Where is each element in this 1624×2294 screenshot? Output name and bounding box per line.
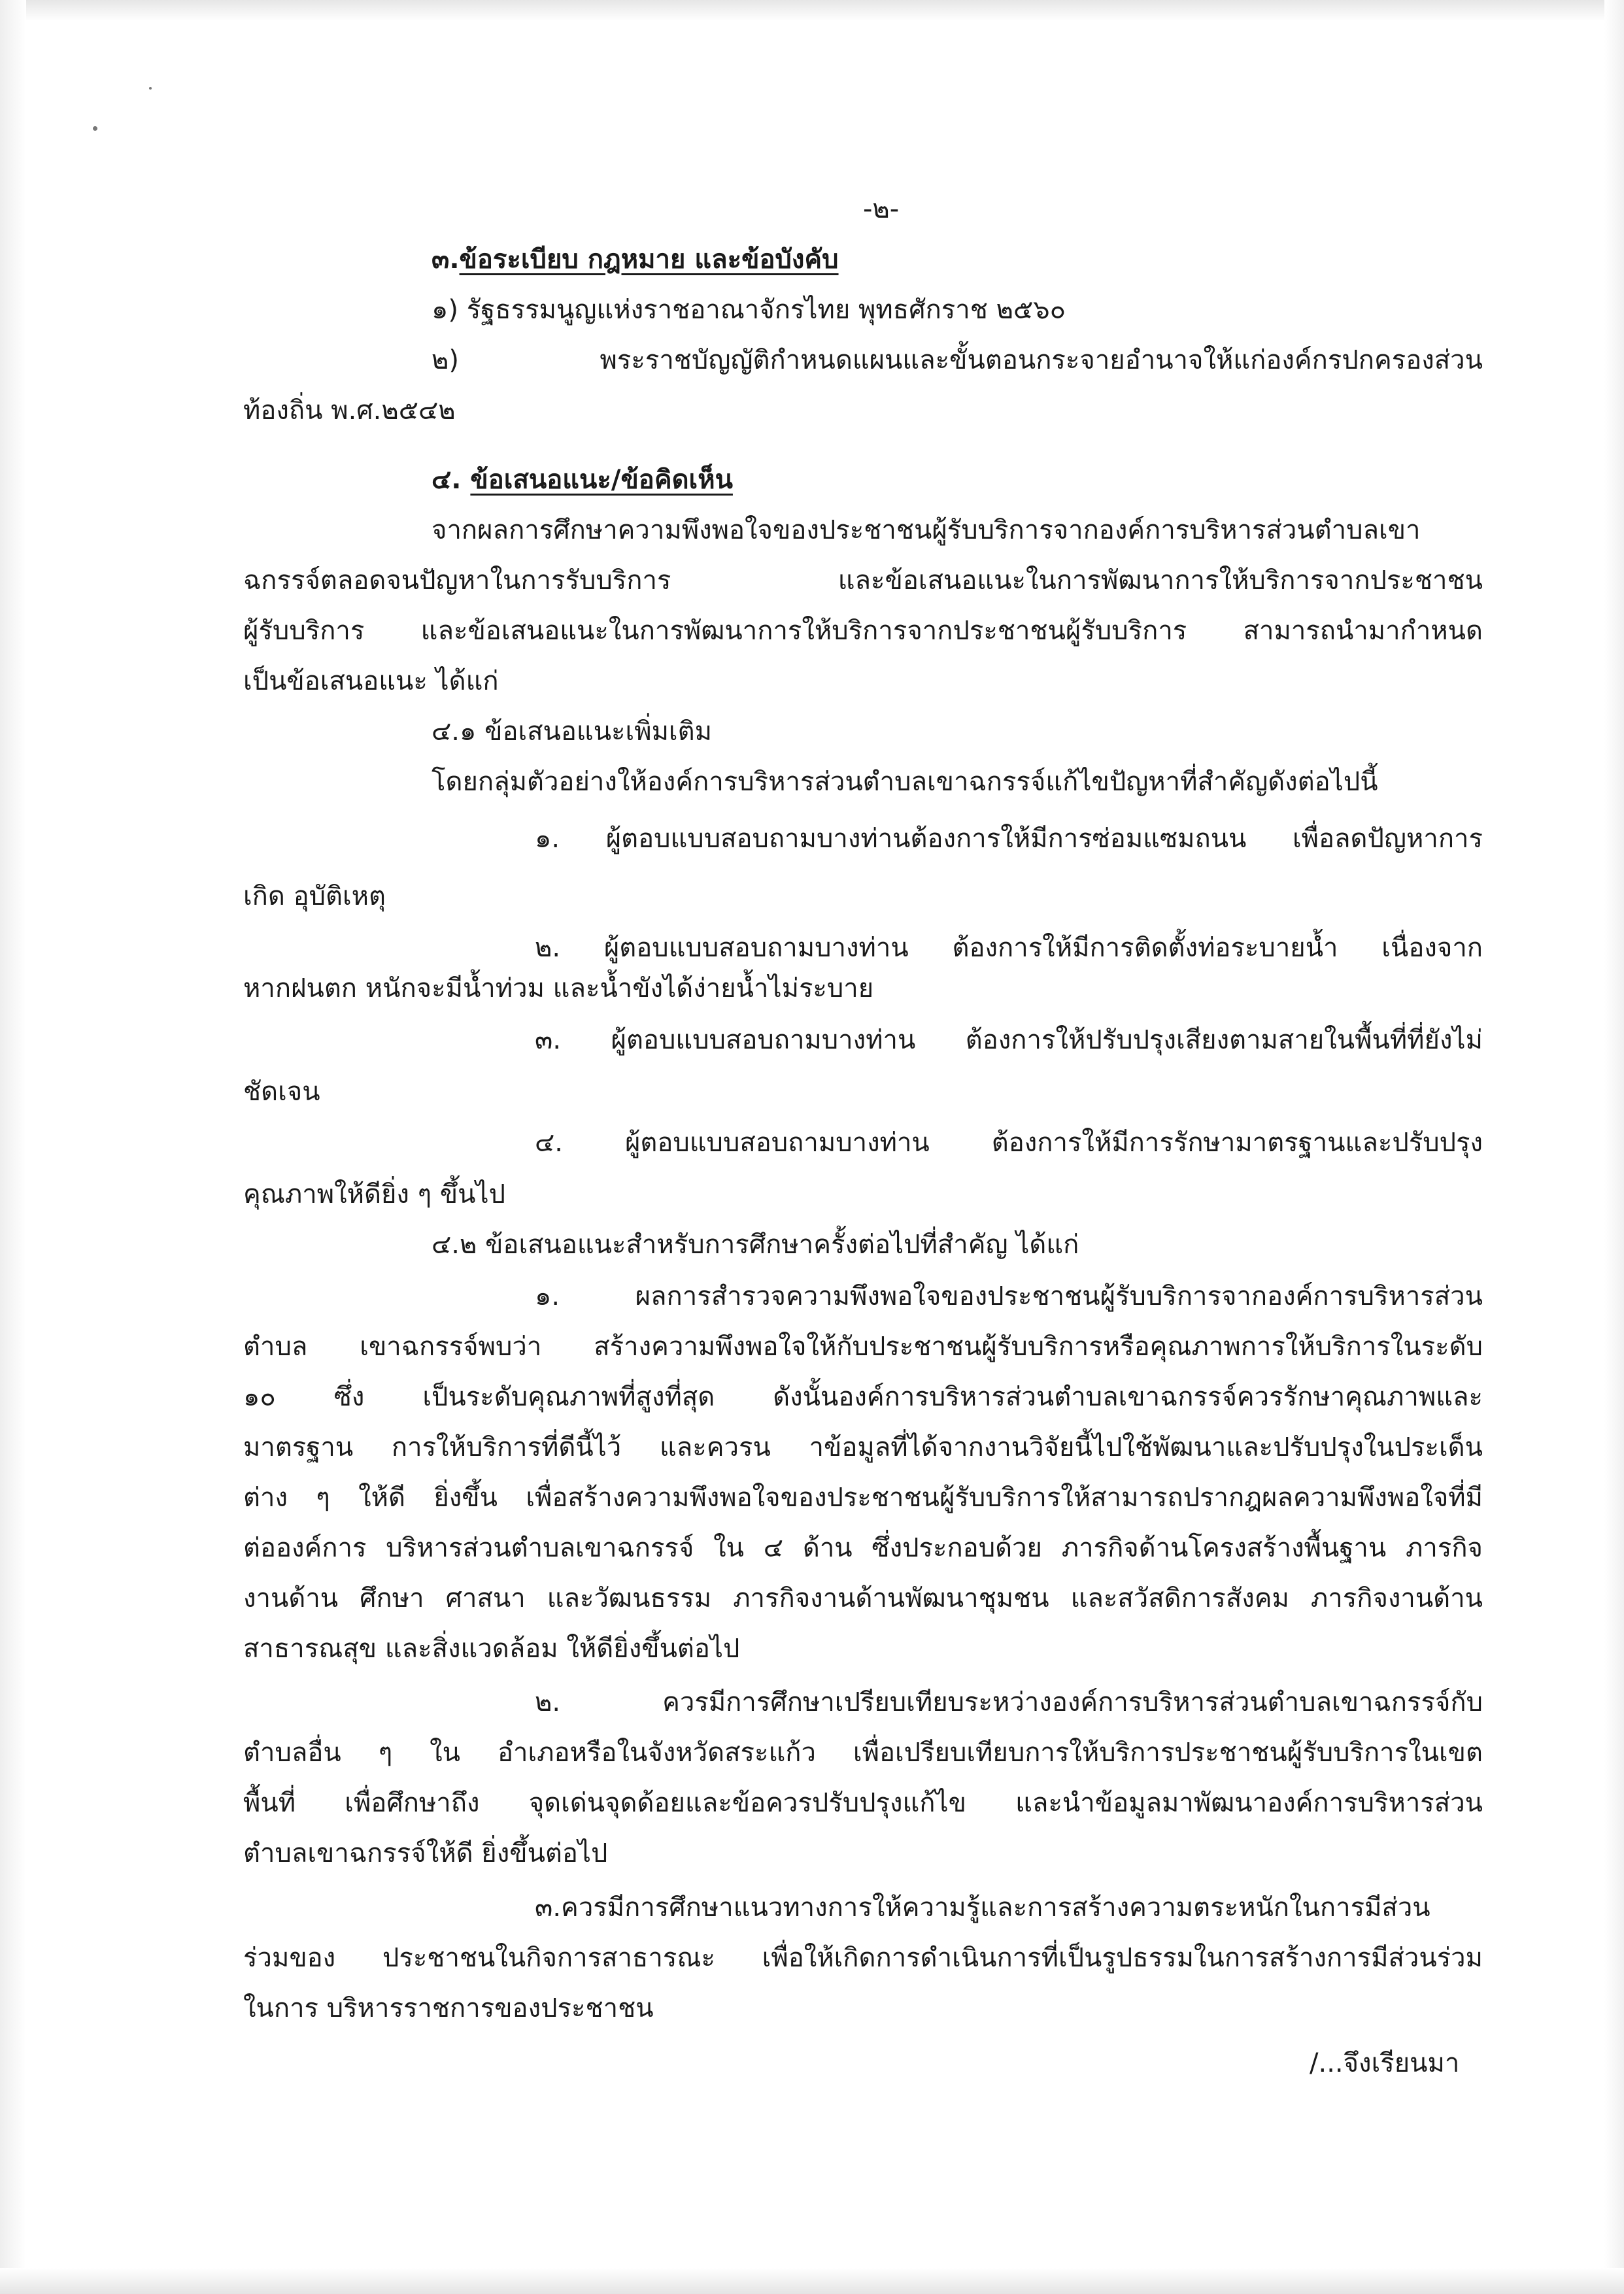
subsection-4-1-item-line-2: หากฝนตก หนักจะมีน้ำท่วม และน้ำขังได้ง่ายน้ำไม่ระบาย xyxy=(243,973,874,1004)
scan-edge-right xyxy=(1604,0,1624,2294)
subsection-4-2-item-2-line: ๒. ควรมีการศึกษาเปรียบเทียบระหว่างองค์การบริหารส่วนตำบลเขาฉกรรจ์กับ xyxy=(535,1687,1483,1717)
subsection-4-2-item-3-line: ๓.ควรมีการศึกษาแนวทางการให้ความรู้และการสร้างความตระหนักในการมีส่วน xyxy=(535,1893,1430,1923)
scan-edge-bottom xyxy=(0,2268,1624,2294)
subsection-4-2-item-1-line: ๑. ผลการสำรวจความพึงพอใจของประชาชนผู้รับบริการจากองค์การบริหารส่วน xyxy=(535,1281,1483,1311)
subsection-4-2-item-1-line: ต่อองค์การ บริหารส่วนตำบลเขาฉกรรจ์ ใน ๔ ด้าน ซึ่งประกอบด้วย ภารกิจด้านโครงสร้างพื้นฐาน ภารกิจ xyxy=(243,1533,1483,1563)
subsection-4-1-item-line-1: ๓. ผู้ตอบแบบสอบถามบางท่าน ต้องการให้ปรับปรุงเสียงตามสายในพื้นที่ที่ยังไม่ xyxy=(535,1025,1483,1055)
section-3-item-1: ๑) รัฐธรรมนูญแห่งราชอาณาจักรไทย พุทธศักราช ๒๕๖๐ xyxy=(431,295,1066,325)
subsection-4-1-title: ๔.๑ ข้อเสนอแนะเพิ่มเติม xyxy=(431,717,712,747)
scan-edge-top xyxy=(0,0,1624,21)
subsection-4-1-item-line-2: ชัดเจน xyxy=(243,1077,320,1107)
subsection-4-2-item-1-line: มาตรฐาน การให้บริการที่ดีนี้ไว้ และควรน าข้อมูลที่ได้จากงานวิจัยนี้ไปใช้พัฒนาและปรับปรุงในประเด็น xyxy=(243,1432,1483,1462)
page-number: -๒- xyxy=(863,194,900,224)
continuation-note: /...จึงเรียนมา xyxy=(1310,2048,1460,2078)
subsection-4-2-item-2-line: ตำบลอื่น ๆ ใน อำเภอหรือในจังหวัดสระแก้ว เพื่อเปรียบเทียบการให้บริการประชาชนผู้รับบริการในเขต xyxy=(243,1738,1483,1768)
subsection-4-1-item-line-1: ๔. ผู้ตอบแบบสอบถามบางท่าน ต้องการให้มีการรักษามาตรฐานและปรับปรุง xyxy=(535,1128,1483,1158)
section-4-intro-line: ฉกรรจ์ตลอดจนปัญหาในการรับบริการ และข้อเสนอแนะในการพัฒนาการให้บริการจากประชาชน xyxy=(243,565,1483,596)
subsection-4-1-item-line-1: ๑. ผู้ตอบแบบสอบถามบางท่านต้องการให้มีการซ่อมแซมถนน เพื่อลดปัญหาการ xyxy=(535,824,1483,854)
section-4-number: ๔. xyxy=(431,465,462,495)
section-3-item-2-line-2: ท้องถิ่น พ.ศ.๒๕๔๒ xyxy=(243,396,456,426)
section-4-intro-line: จากผลการศึกษาความพึงพอใจของประชาชนผู้รับบริการจากองค์การบริหารส่วนตำบลเขา xyxy=(431,515,1421,545)
subsection-4-2-item-1-line: ๑๐ ซึ่ง เป็นระดับคุณภาพที่สูงที่สุด ดังนั้นองค์การบริหารส่วนตำบลเขาฉกรรจ์ควรรักษาคุณภาพและ xyxy=(243,1382,1483,1412)
subsection-4-1-item-line-2: คุณภาพให้ดียิ่ง ๆ ขึ้นไป xyxy=(243,1179,506,1209)
section-4-title: ข้อเสนอแนะ/ข้อคิดเห็น xyxy=(470,465,733,495)
subsection-4-1-item-line-2: เกิด อุบัติเหตุ xyxy=(243,881,386,911)
subsection-4-2-title: ๔.๒ ข้อเสนอแนะสำหรับการศึกษาครั้งต่อไปที่สำคัญ ได้แก่ xyxy=(431,1230,1079,1260)
scan-speck xyxy=(149,87,152,90)
subsection-4-2-item-3-line: ในการ บริหารราชการของประชาชน xyxy=(243,1993,654,2023)
section-3-heading xyxy=(431,241,839,278)
section-4-intro-line: เป็นข้อเสนอแนะ ได้แก่ xyxy=(243,666,499,696)
subsection-4-1-item-line-1: ๒. ผู้ตอบแบบสอบถามบางท่าน ต้องการให้มีการติดตั้งท่อระบายน้ำ เนื่องจาก xyxy=(535,933,1483,963)
subsection-4-2-item-1-line: งานด้าน ศึกษา ศาสนา และวัฒนธรรม ภารกิจงานด้านพัฒนาชุมชน และสวัสดิการสังคม ภารกิจงานด้าน xyxy=(243,1583,1483,1613)
scan-edge-left xyxy=(0,0,26,2294)
section-3-title: ข้อระเบียบ กฎหมาย และข้อบังคับ xyxy=(459,245,839,275)
subsection-4-2-item-1-line: ต่าง ๆ ให้ดี ยิ่งขึ้น เพื่อสร้างความพึงพอใจของประชาชนผู้รับบริการให้สามารถปรากฎผลความพึงพอใจที่มี xyxy=(243,1483,1483,1513)
section-3-item-2-line-1: ๒) พระราชบัญญัติกำหนดแผนและขั้นตอนกระจายอำนาจให้แก่องค์กรปกครองส่วน xyxy=(431,345,1483,375)
subsection-4-2-item-1-line: ตำบล เขาฉกรรจ์พบว่า สร้างความพึงพอใจให้กับประชาชนผู้รับบริการหรือคุณภาพการให้บริการในระดับ xyxy=(243,1332,1483,1362)
scan-speck xyxy=(93,126,97,131)
section-3-number: ๓. xyxy=(431,245,460,275)
subsection-4-2-item-1-line: สาธารณสุข และสิ่งแวดล้อม ให้ดียิ่งขึ้นต่อไป xyxy=(243,1634,740,1664)
section-4-heading xyxy=(431,462,733,498)
subsection-4-2-item-2-line: พื้นที่ เพื่อศึกษาถึง จุดเด่นจุดด้อยและข้อควรปรับปรุงแก้ไข และนำข้อมูลมาพัฒนาองค์การบริหารส่วน xyxy=(243,1788,1483,1818)
subsection-4-2-item-3-line: ร่วมของ ประชาชนในกิจการสาธารณะ เพื่อให้เกิดการดำเนินการที่เป็นรูปธรรมในการสร้างการมีส่วนร่วม xyxy=(243,1943,1483,1973)
section-4-intro-line: ผู้รับบริการ และข้อเสนอแนะในการพัฒนาการให้บริการจากประชาชนผู้รับบริการ สามารถนำมากำหนด xyxy=(243,616,1483,646)
subsection-4-2-item-2-line: ตำบลเขาฉกรรจ์ให้ดี ยิ่งขึ้นต่อไป xyxy=(243,1838,608,1868)
subsection-4-1-intro: โดยกลุ่มตัวอย่างให้องค์การบริหารส่วนตำบลเขาฉกรรจ์แก้ไขปัญหาที่สำคัญดังต่อไปนี้ xyxy=(431,767,1378,797)
